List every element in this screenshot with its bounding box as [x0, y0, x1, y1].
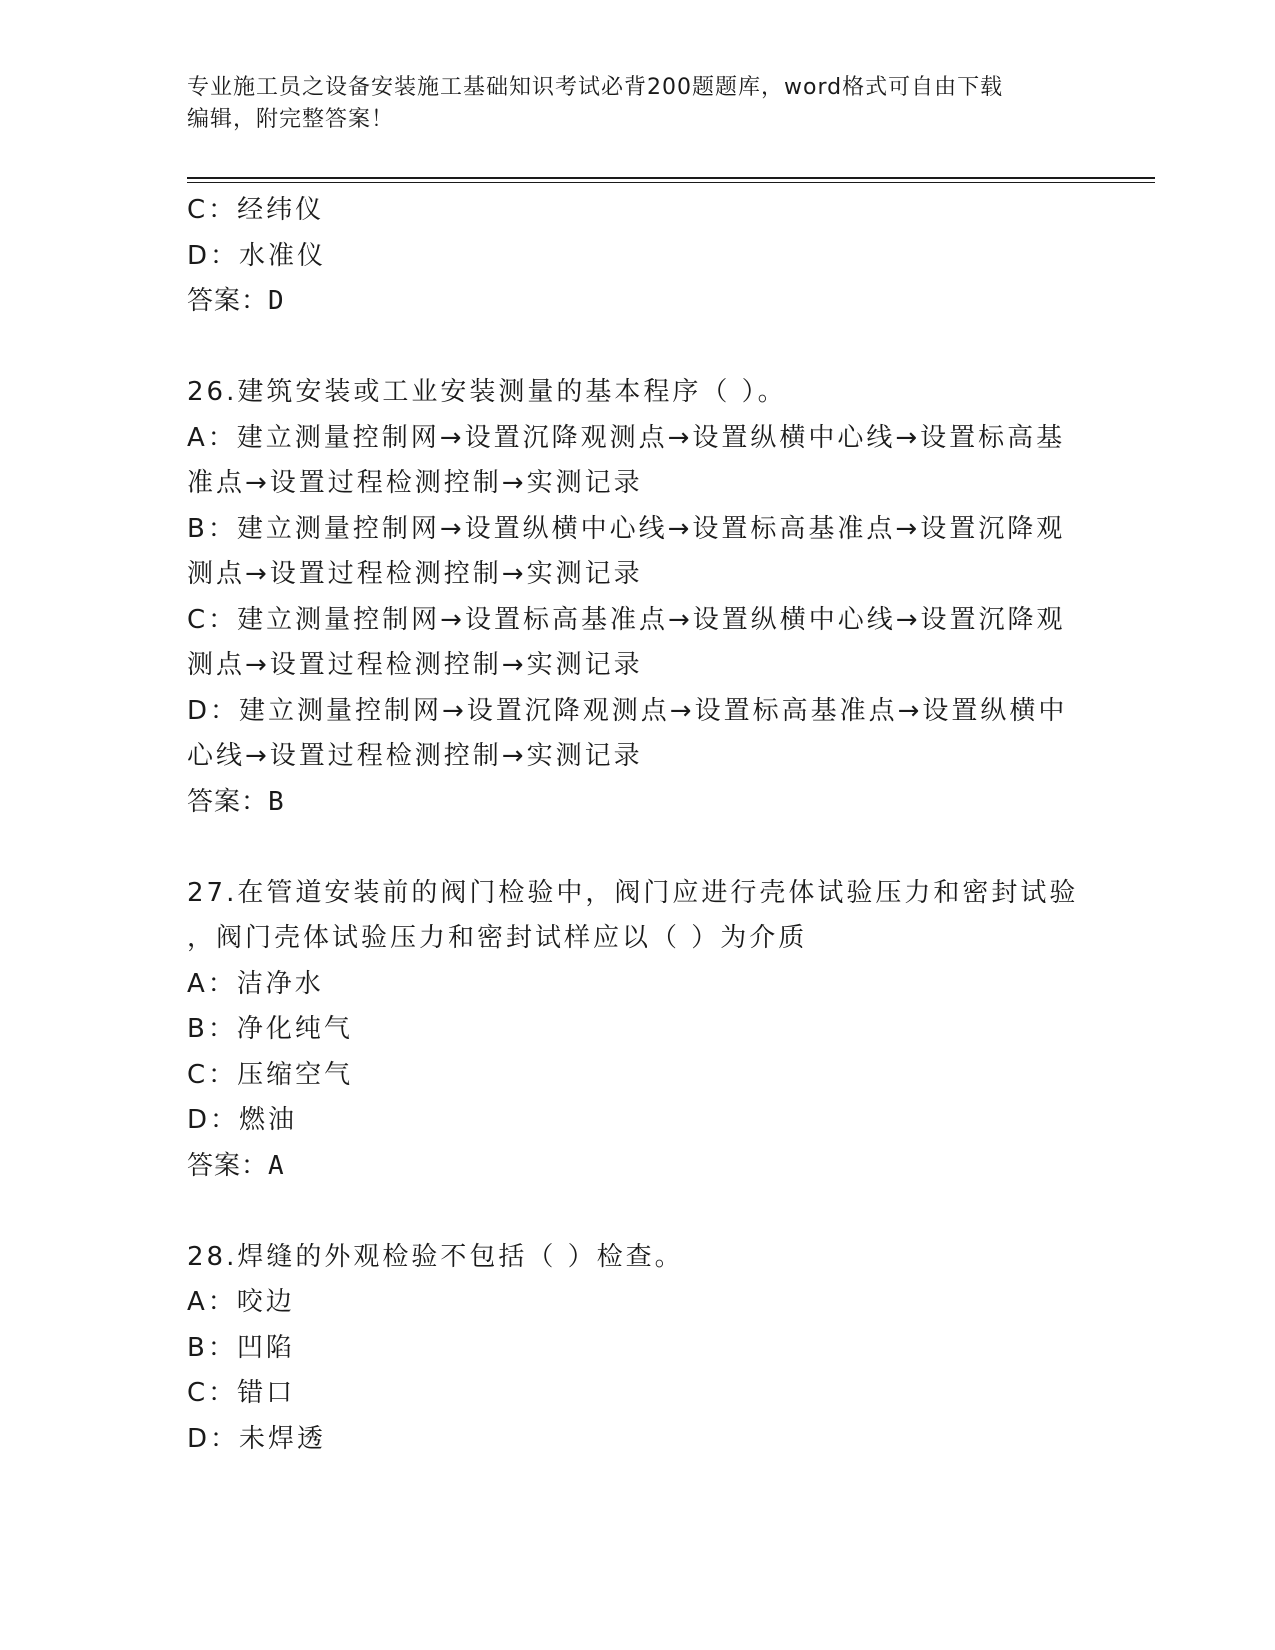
header-divider-thin — [187, 182, 1155, 183]
document-header — [187, 72, 1087, 136]
option-a: A：洁净水 — [187, 968, 324, 999]
option-c: C：错口 — [187, 1378, 296, 1408]
question-26 — [187, 370, 1077, 825]
option-c-line-1: C：建立测量控制网→设置标高基准点→设置纵横中心线→设置沉降观 — [187, 604, 1066, 635]
header-line-2: 编辑，附完整答案！ — [187, 107, 395, 132]
spacer — [187, 325, 1077, 371]
spacer — [187, 825, 1077, 871]
answer-line: 答案：B — [187, 786, 285, 817]
header-line-1: 专业施工员之设备安装施工基础知识考试必背200题题库，word格式可自由下载 — [187, 75, 1004, 100]
header-divider-thick — [187, 177, 1155, 179]
question-stem: 28.焊缝的外观检验不包括（ ）检查。 — [187, 1241, 684, 1272]
option-b-line-2: 测点→设置过程检测控制→实测记录 — [187, 559, 643, 589]
answer-line: 答案：D — [187, 286, 285, 316]
option-b: B：凹陷 — [187, 1332, 295, 1363]
option-d: D：水准仪 — [187, 240, 327, 271]
option-c: C：压缩空气 — [187, 1059, 354, 1090]
question-25-tail — [187, 188, 1077, 325]
option-c: C：经纬仪 — [187, 195, 325, 225]
option-d-line-1: D：建立测量控制网→设置沉降观测点→设置标高基准点→设置纵横中 — [187, 695, 1068, 726]
option-a-line-1: A：建立测量控制网→设置沉降观测点→设置纵横中心线→设置标高基 — [187, 422, 1066, 453]
option-c-line-2: 测点→设置过程检测控制→实测记录 — [187, 650, 643, 680]
spacer — [187, 1189, 1077, 1235]
option-d: D：未焊透 — [187, 1423, 327, 1454]
question-stem-line-1: 27.在管道安装前的阀门检验中，阀门应进行壳体试验压力和密封试验 — [187, 877, 1079, 908]
question-content — [187, 188, 1077, 1462]
question-stem: 26.建筑安装或工业安装测量的基本程序（ ）。 — [187, 377, 787, 407]
question-stem-line-2: ，阀门壳体试验压力和密封试样应以（ ）为介质 — [187, 923, 808, 953]
option-a-line-2: 准点→设置过程检测控制→实测记录 — [187, 468, 643, 498]
answer-line: 答案：A — [187, 1150, 285, 1181]
question-28 — [187, 1235, 1077, 1463]
option-d: D：燃油 — [187, 1105, 298, 1135]
question-27 — [187, 871, 1077, 1190]
option-b: B：净化纯气 — [187, 1014, 353, 1044]
option-b-line-1: B：建立测量控制网→设置纵横中心线→设置标高基准点→设置沉降观 — [187, 513, 1066, 544]
option-a: A：咬边 — [187, 1287, 295, 1317]
option-d-line-2: 心线→设置过程检测控制→实测记录 — [187, 741, 643, 771]
